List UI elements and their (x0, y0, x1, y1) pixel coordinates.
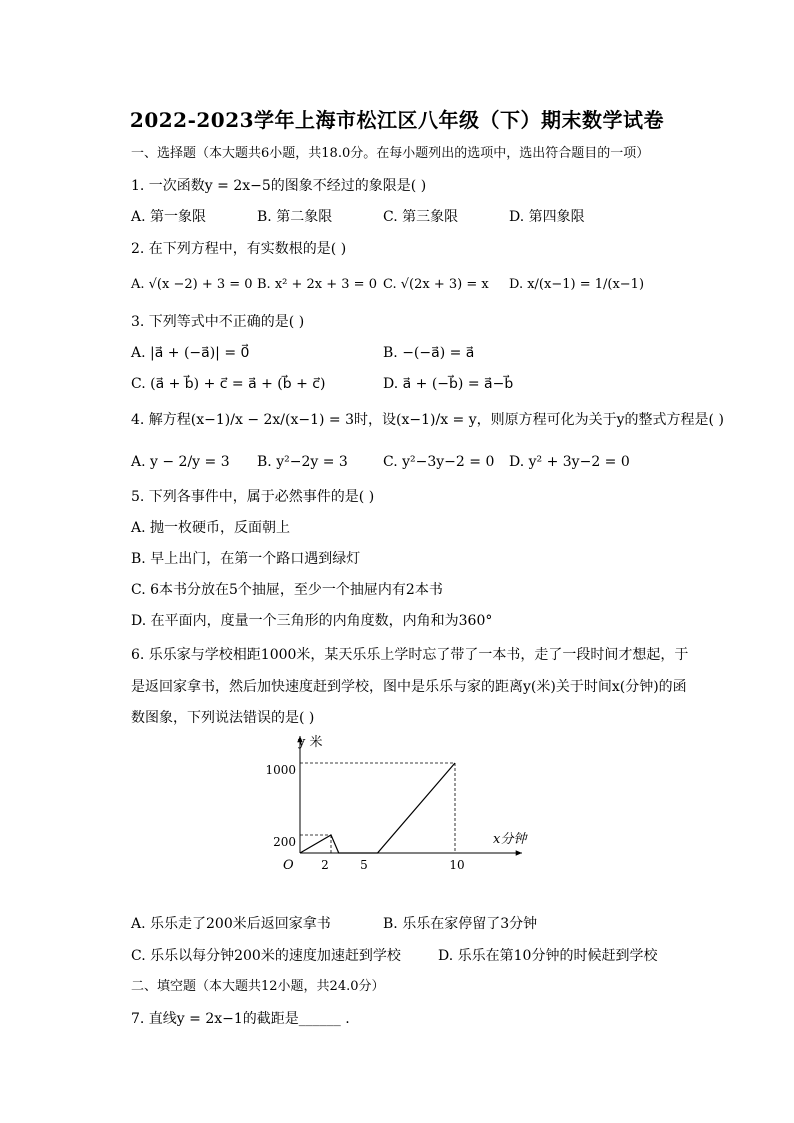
question-5-option-d[interactable]: D. 在平面内，度量一个三角形的内角度数，内角和为360° (131, 613, 493, 629)
question-4-option-b[interactable]: B. y²−2y = 3 (257, 454, 348, 470)
question-6-option-a[interactable]: A. 乐乐走了200米后返回家拿书 (131, 916, 331, 932)
x-tick-10: 10 (449, 858, 465, 872)
question-1-stem: 1. 一次函数y = 2x−5的图象不经过的象限是( ) (131, 178, 427, 194)
page-title: 2022-2023学年上海市松江区八年级（下）期末数学试卷 (129, 108, 665, 132)
origin-label: O (283, 858, 294, 873)
question-6-option-d[interactable]: D. 乐乐在第10分钟的时候赶到学校 (438, 948, 658, 964)
x-tick-2: 2 (321, 858, 329, 872)
question-2-option-b[interactable]: B. x² + 2x + 3 = 0 (257, 277, 377, 292)
question-6-stem-line-3: 数图象，下列说法错误的是( ) (131, 710, 315, 726)
section-2-heading: 二、填空题（本大题共12小题，共24.0分） (131, 979, 385, 994)
question-6-stem-line-2: 是返回家拿书，然后加快速度赶到学校，图中是乐乐与家的距离y(米)关于时间x(分钟)的函 (131, 679, 687, 695)
question-5-option-a[interactable]: A. 抛一枚硬币，反面朝上 (131, 520, 291, 536)
question-3-option-a[interactable]: A. |a⃗ + (−a⃗)| = 0⃗ (131, 345, 250, 361)
question-1-option-b[interactable]: B. 第二象限 (257, 209, 333, 225)
x-tick-5: 5 (360, 858, 368, 872)
question-3-stem: 3. 下列等式中不正确的是( ) (131, 314, 305, 330)
distance-series-line (300, 763, 455, 853)
section-1-heading: 一、选择题（本大题共6小题，共18.0分。在每小题列出的选项中，选出符合题目的一项） (131, 146, 650, 161)
y-tick-200: 200 (273, 835, 296, 849)
question-1-option-a[interactable]: A. 第一象限 (131, 209, 207, 225)
question-7-stem: 7. 直线y = 2x−1的截距是______ . (131, 1011, 350, 1027)
question-1-option-c[interactable]: C. 第三象限 (383, 209, 459, 225)
question-3-option-b[interactable]: B. −(−a⃗) = a⃗ (383, 345, 475, 361)
y-axis-label: y 米 (298, 735, 323, 750)
question-1-option-d[interactable]: D. 第四象限 (509, 209, 585, 225)
question-3-option-c[interactable]: C. (a⃗ + b⃗) + c⃗ = a⃗ + (b⃗ + c⃗) (131, 376, 326, 392)
question-5-stem: 5. 下列各事件中，属于必然事件的是( ) (131, 489, 375, 505)
question-4-stem: 4. 解方程(x−1)/x − 2x/(x−1) = 3时，设(x−1)/x = y，则原方程可化为关于y的整式方程是( ) (131, 412, 724, 428)
question-6-option-c[interactable]: C. 乐乐以每分钟200米的速度加速赶到学校 (131, 948, 401, 964)
y-tick-1000: 1000 (265, 763, 296, 777)
x-axis-label: x分钟 (493, 832, 527, 847)
question-4-option-c[interactable]: C. y²−3y−2 = 0 (383, 454, 495, 470)
question-5-option-c[interactable]: C. 6本书分放在5个抽屉，至少一个抽屉内有2本书 (131, 582, 443, 598)
question-4-option-a[interactable]: A. y − 2/y = 3 (131, 454, 230, 470)
question-3-option-d[interactable]: D. a⃗ + (−b⃗) = a⃗−b⃗ (383, 376, 514, 392)
question-2-option-d[interactable]: D. x/(x−1) = 1/(x−1) (509, 277, 645, 292)
question-6-stem-line-1: 6. 乐乐家与学校相距1000米，某天乐乐上学时忘了带了一本书，走了一段时间才想起，于 (131, 647, 689, 663)
question-2-option-c[interactable]: C. √(2x + 3) = x (383, 277, 489, 292)
question-2-stem: 2. 在下列方程中，有实数根的是( ) (131, 241, 347, 257)
question-5-option-b[interactable]: B. 早上出门，在第一个路口遇到绿灯 (131, 551, 361, 567)
question-2-option-a[interactable]: A. √(x −2) + 3 = 0 (131, 277, 253, 292)
question-6-option-b[interactable]: B. 乐乐在家停留了3分钟 (383, 916, 538, 932)
distance-time-graph (260, 728, 550, 878)
question-4-option-d[interactable]: D. y² + 3y−2 = 0 (509, 454, 630, 470)
